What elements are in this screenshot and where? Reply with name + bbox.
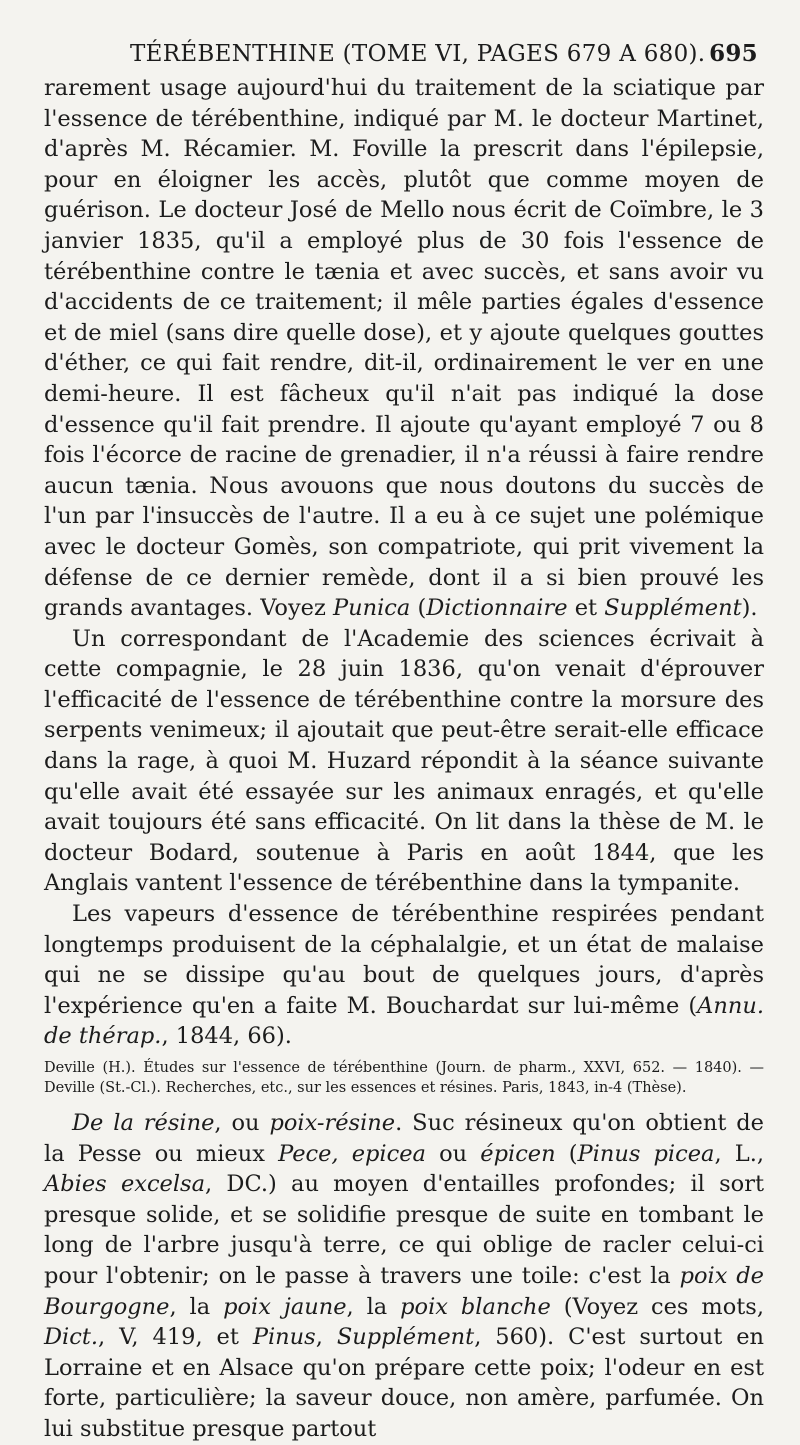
paragraph-1: rarement usage aujourd'hui du traitement de la sciatique par l'essence de térébenthine, indiqué par M. le docteur Martinet, d'après M. Récamier. M. Foville la prescrit dans l'épilepsie, pour en éloigner les accès, plutôt que comme moyen de guérison. Le docteur José de Mello nous écrit de Coïmbre, le 3 janvier 1835, qu'il a employé plus de 30 fois l'essence de térébenthine contre le tænia et avec succès, et sans avoir vu d'accidents de ce traitement; il mêle parties égales d'essence et de miel (sans dire quelle dose), et y ajoute quelques gouttes d'éther, ce qui fait rendre, dit-il, ordinairement le ver en une demi-heure. Il est fâcheux qu'il n'ait pas indiqué la dose d'essence qu'il fait prendre. Il ajoute qu'ayant employé 7 ou 8 fois l'écorce de racine de grenadier, il n'a réussi à faire rendre aucun tænia. Nous avouons que nous doutons du succès de l'un par l'insuccès de l'autre. Il a eu à ce sujet une polémique avec le docteur Gomès, son compatriote, qui prit vivement la défense de ce dernier remède, dont il a si bien prouvé les grands avantages. Voyez Punica (Dictionnaire et Supplément). [44,75,764,622]
paragraph-3: Les vapeurs d'essence de térébenthine respirées pendant longtemps produisent de la céphalalgie, et un état de malaise qui ne se dissipe qu'au bout de quelques jours, d'après l'expérience qu'en a faite M. Bouchardat sur lui-même (Annu. de thérap., 1844, 66). [44,901,764,1050]
main-text [44,73,764,1052]
reference-entry: Deville (H.). Études sur l'essence de térébenthine (Journ. de pharm., XXVI, 652. — 1840). — Deville (St.-Cl.). Recherches, etc., sur les essences et résines. Paris, 1843, in-4 (Thèse). [44,1060,764,1096]
paragraph-2: Un correspondant de l'Academie des sciences écrivait à cette compagnie, le 28 juin 1836, qu'on venait d'éprouver l'efficacité de l'essence de térébenthine contre la morsure des serpents venimeux; il ajoutait que peut-être serait-elle efficace dans la rage, à quoi M. Huzard répondit à la séance suivante qu'elle avait été essayée sur les animaux enragés, et qu'elle avait toujours été sans efficacité. On lit dans la thèse de M. le docteur Bodard, soutenue à Paris en août 1844, que les Anglais vantent l'essence de térébenthine dans la tympanite. [44,625,764,897]
page-number: 695 [709,40,758,67]
references [44,1058,764,1098]
running-head [130,40,758,67]
paragraph-resine: De la résine, ou poix-résine. Suc résineux qu'on obtient de la Pesse ou mieux Pece, epicea ou épicen (Pinus picea, L., Abies excelsa, DC.) au moyen d'entailles profondes; il sort presque solide, et se solidifie presque de suite en tombant le long de l'arbre jusqu'à terre, ce qui oblige de racler celui-ci pour l'obtenir; on le passe à travers une toile: c'est la poix de Bourgogne, la poix jaune, la poix blanche (Voyez ces mots, Dict., V, 419, et Pinus, Supplément, 560). C'est surtout en Lorraine et en Alsace qu'on prépare cette poix; l'odeur en est forte, particulière; la saveur douce, non amère, parfumée. On lui substitue presque partout [44,1110,765,1442]
running-title: TÉRÉBENTHINE (TOME VI, PAGES 679 A 680). [130,41,706,67]
resine-section [44,1108,764,1445]
